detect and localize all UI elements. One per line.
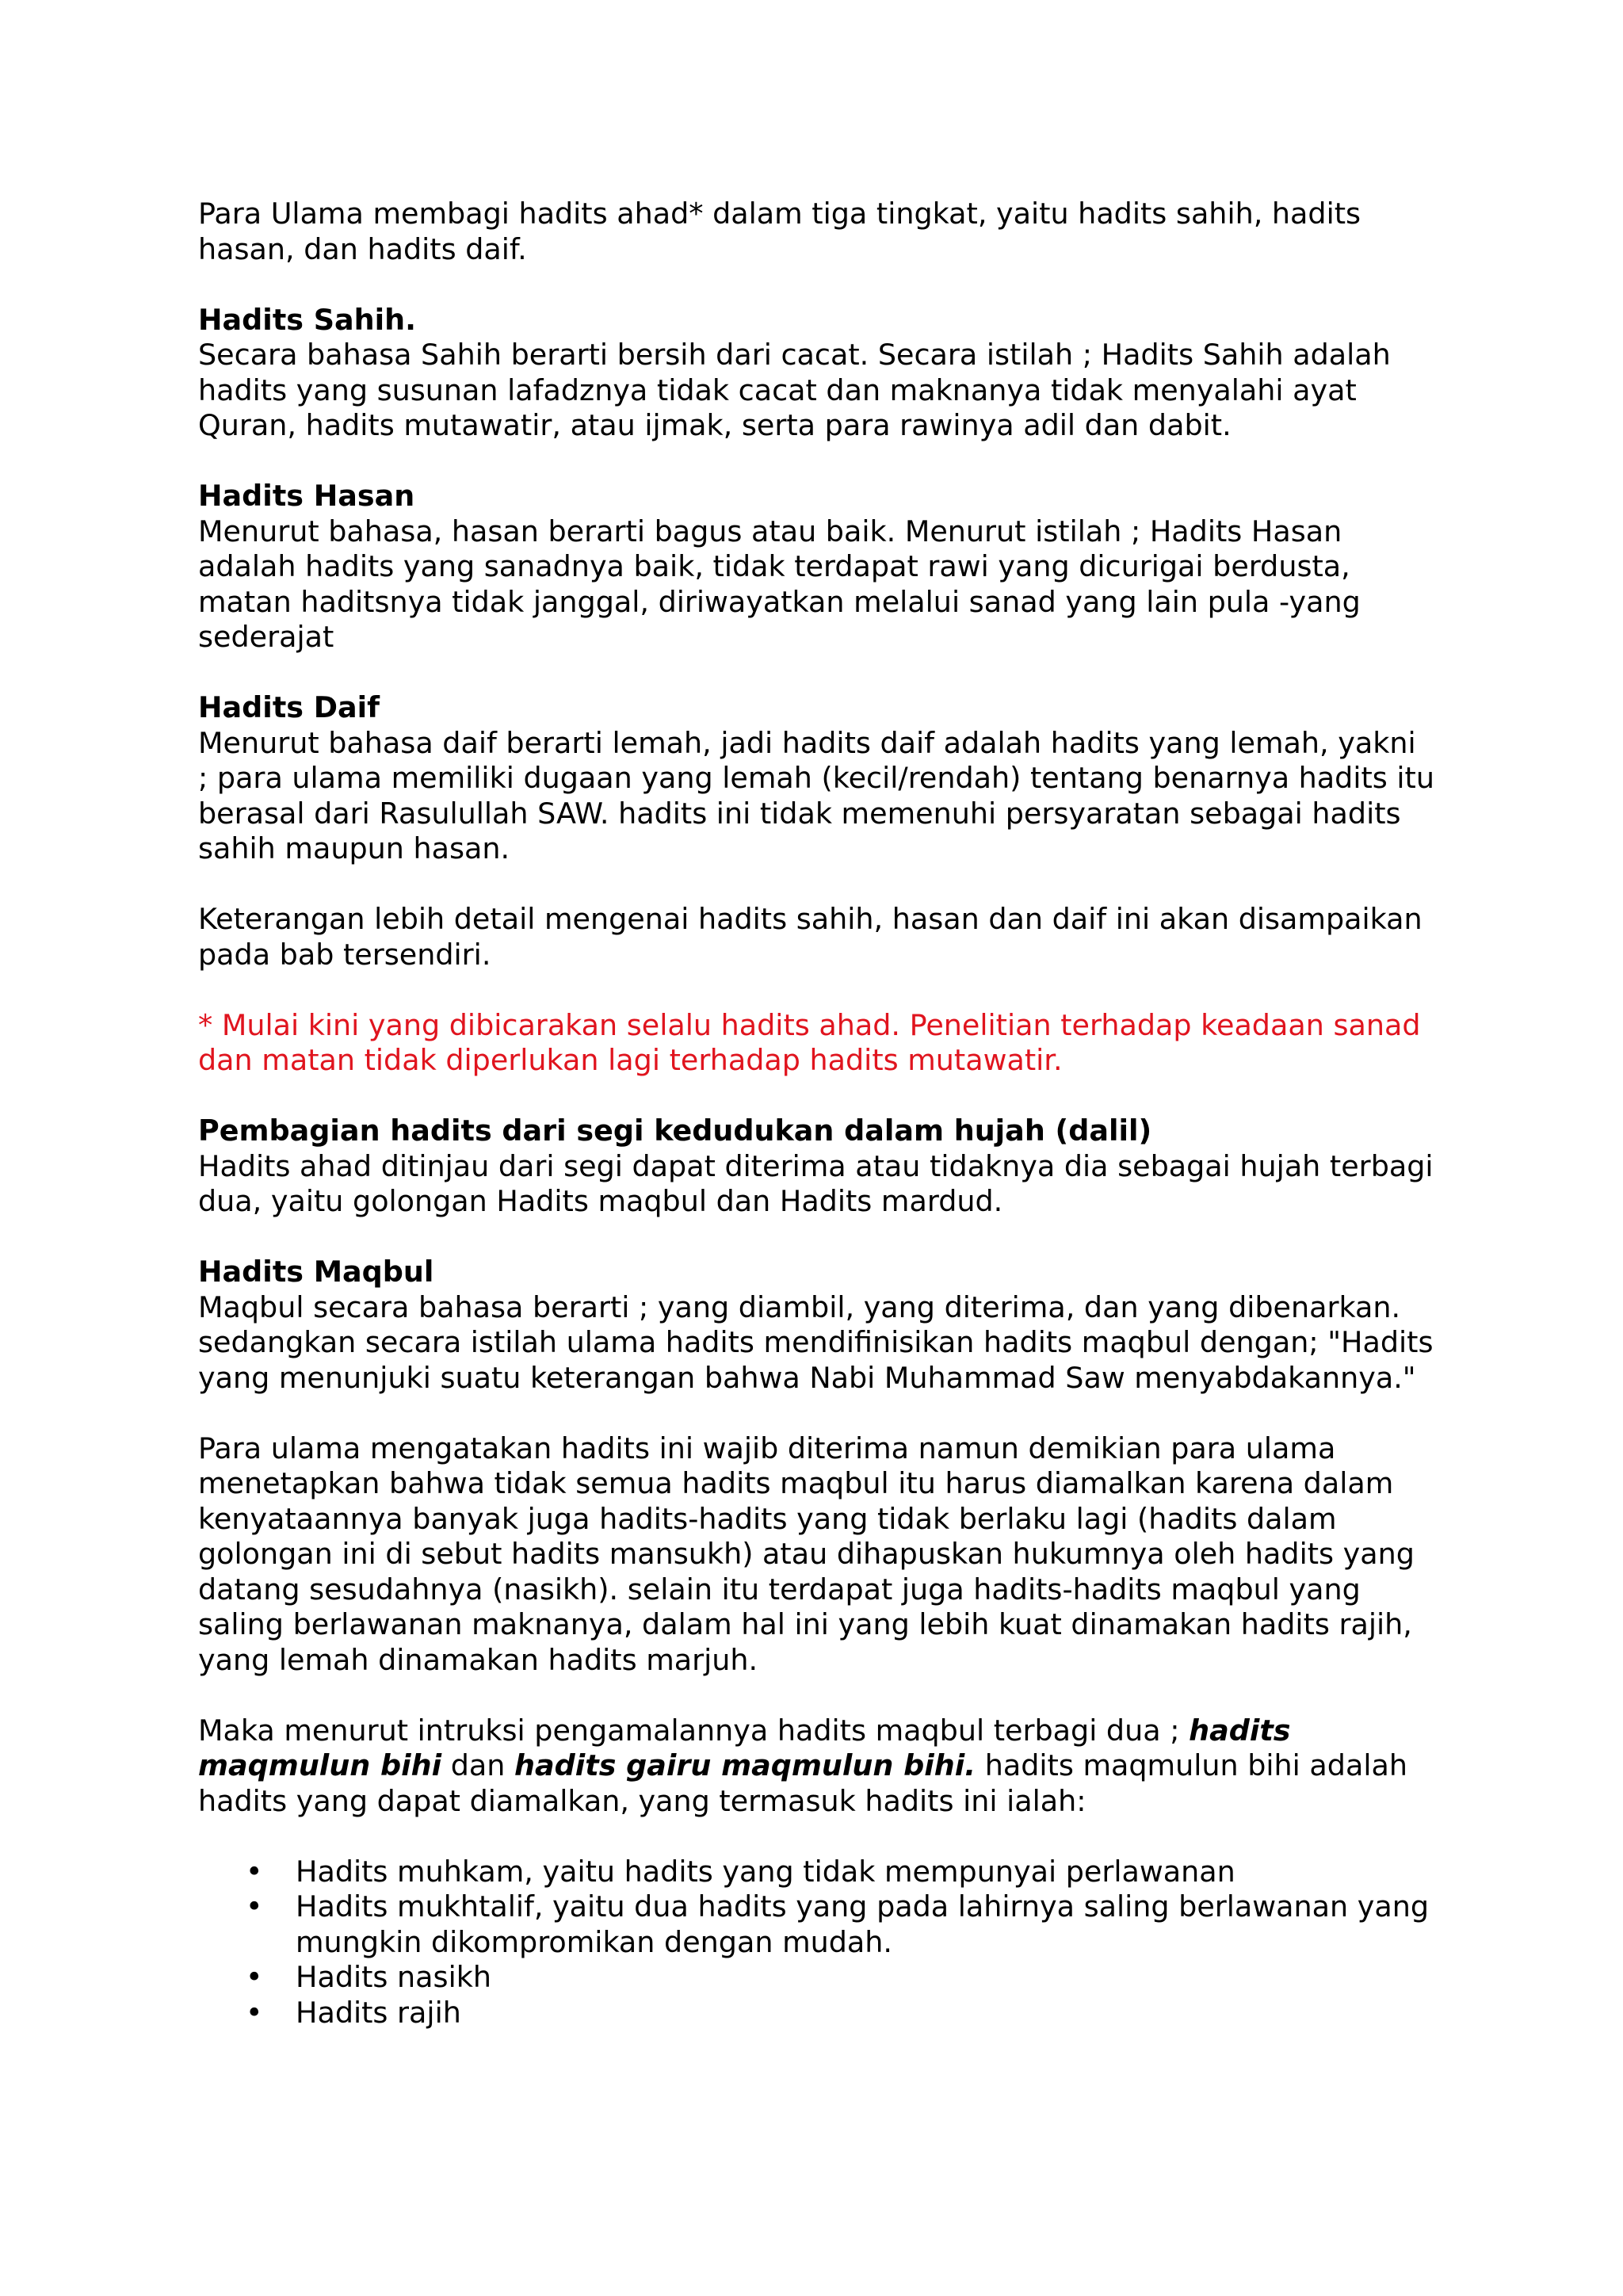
body-hasan: Menurut bahasa, hasan berarti bagus atau baik. Menurut istilah ; Hadits Hasan adalah hadits yang sanadnya baik, tidak terdapat rawi yang dicurigai berdusta, matan haditsnya tidak janggal, diriwayatkan melalui sanad yang lain pula -yang sederajat xyxy=(198,514,1361,654)
maka-paragraph xyxy=(198,1713,1434,1820)
bullet-icon: • xyxy=(246,1854,263,1889)
heading-pembagian: Pembagian hadits dari segi kedudukan dalam hujah (dalil) xyxy=(198,1114,1152,1148)
section-hasan xyxy=(198,479,1434,655)
maka-pre: Maka menurut intruksi pengamalannya hadits maqbul terbagi dua ; xyxy=(198,1713,1190,1748)
keterangan-paragraph: Keterangan lebih detail mengenai hadits sahih, hasan dan daif ini akan disampaikan pada bab tersendiri. xyxy=(198,902,1423,972)
list-item xyxy=(198,1996,1434,2031)
heading-daif: Hadits Daif xyxy=(198,690,380,724)
bullet-icon: • xyxy=(246,1960,263,1994)
bullet-icon: • xyxy=(246,1889,263,1924)
heading-hasan: Hadits Hasan xyxy=(198,479,415,513)
body-sahih: Secara bahasa Sahih berarti bersih dari cacat. Secara istilah ; Hadits Sahih adalah hadits yang susunan lafadznya tidak cacat dan maknanya tidak menyalahi ayat Quran, hadits mutawatir, atau ijmak, serta para rawinya adil dan dabit. xyxy=(198,338,1391,442)
footnote-note: * Mulai kini yang dibicarakan selalu hadits ahad. Penelitian terhadap keadaan sanad dan matan tidak diperlukan lagi terhadap hadits mutawatir. xyxy=(198,1007,1421,1077)
list-item-text: Hadits rajih xyxy=(296,1995,461,2030)
list-item-text: Hadits mukhtalif, yaitu dua hadits yang pada lahirnya saling berlawanan yang mungkin dikompromikan dengan mudah. xyxy=(296,1889,1430,1959)
bullet-icon: • xyxy=(246,1995,263,2030)
heading-sahih: Hadits Sahih. xyxy=(198,302,416,337)
list-item xyxy=(198,1960,1434,1996)
section-pembagian xyxy=(198,1114,1434,1220)
maka-mid: dan xyxy=(441,1748,515,1782)
maka-post: hadits maqmulun bihi adalah hadits yang dapat diamalkan, yang termasuk hadits ini ialah: xyxy=(198,1748,1407,1818)
bullet-list xyxy=(198,1855,1434,2031)
para-ulama-paragraph: Para ulama mengatakan hadits ini wajib diterima namun demikian para ulama menetapkan bahwa tidak semua hadits maqbul itu harus diamalkan karena dalam kenyataannya banyak juga hadits-hadits yang tidak berlaku lagi (hadits dalam golongan ini di sebut hadits mansukh) atau dihapuskan hukumnya oleh hadits yang datang sesudahnya (nasikh). selain itu terdapat juga hadits-hadits maqbul yang saling berlawanan maknanya, dalam hal ini yang lebih kuat dinamakan hadits rajih, yang lemah dinamakan hadits marjuh. xyxy=(198,1431,1415,1677)
section-sahih xyxy=(198,303,1434,444)
body-pembagian: Hadits ahad ditinjau dari segi dapat diterima atau tidaknya dia sebagai hujah terbagi dua, yaitu golongan Hadits maqbul dan Hadits mardud. xyxy=(198,1148,1434,1218)
list-item xyxy=(198,1855,1434,1890)
intro-paragraph: Para Ulama membagi hadits ahad* dalam tiga tingkat, yaitu hadits sahih, hadits hasan, dan hadits daif. xyxy=(198,197,1361,266)
term-gairu-maqmulun-bihi: hadits gairu maqmulun bihi. xyxy=(514,1748,976,1782)
document-page xyxy=(198,197,1434,2030)
body-daif: Menurut bahasa daif berarti lemah, jadi hadits daif adalah hadits yang lemah, yakni ; para ulama memiliki dugaan yang lemah (kecil/rendah) tentang benarnya hadits itu berasal dari Rasulullah SAW. hadits ini tidak memenuhi persyaratan sebagai hadits sahih maupun hasan. xyxy=(198,725,1435,865)
term-maqmulun-bihi: hadits maqmulun bihi xyxy=(198,1713,1291,1782)
section-daif xyxy=(198,690,1434,867)
list-item xyxy=(198,1889,1434,1960)
heading-maqbul: Hadits Maqbul xyxy=(198,1255,434,1289)
body-maqbul: Maqbul secara bahasa berarti ; yang diambil, yang diterima, dan yang dibenarkan. sedangkan secara istilah ulama hadits mendifinisikan hadits maqbul dengan; "Hadits yang menunjuki suatu keterangan bahwa Nabi Muhammad Saw menyabdakannya." xyxy=(198,1289,1434,1395)
list-item-text: Hadits nasikh xyxy=(296,1960,491,1994)
section-maqbul xyxy=(198,1255,1434,1396)
list-item-text: Hadits muhkam, yaitu hadits yang tidak mempunyai perlawanan xyxy=(296,1854,1235,1889)
